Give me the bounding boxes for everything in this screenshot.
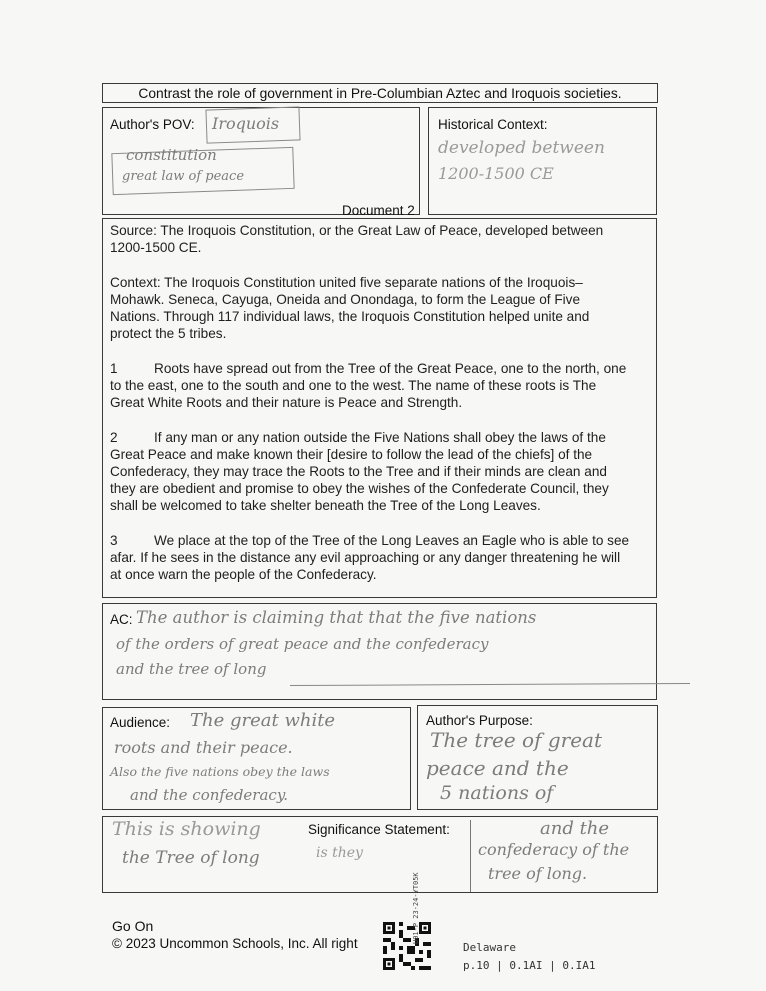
significance-divider (470, 820, 471, 892)
paragraph-number: 3 (110, 533, 118, 548)
significance-handwriting-right-2: confederacy of the (478, 840, 630, 859)
audience-handwriting-line-4: and the confederacy. (130, 786, 289, 804)
historical-handwriting-line-1: developed between (438, 138, 605, 158)
ac-handwriting-line-3: and the tree of long (116, 660, 267, 678)
authors-purpose-label: Author's Purpose: (426, 713, 533, 728)
significance-handwriting-mid: is they (316, 845, 363, 861)
historical-context-label: Historical Context: (438, 117, 548, 132)
paragraph-number: 1 (110, 361, 118, 376)
doc-paragraph-3 (110, 532, 630, 583)
source-text: The Iroquois Constitution, or the Great Law of Peace, developed between 1200-1500 CE. (110, 223, 604, 255)
paragraph-number: 2 (110, 430, 118, 445)
prompt-box (102, 83, 658, 103)
significance-handwriting-left-1: This is showing (112, 818, 261, 840)
audience-handwriting-line-3: Also the five nations obey the laws (110, 764, 330, 779)
copyright-text: © 2023 Uncommon Schools, Inc. All right (112, 936, 358, 951)
pov-handwriting-line-3: great law of peace (122, 169, 245, 184)
go-on-label: Go On (112, 918, 154, 934)
page-info: p.10 | 0.1AI | 0.IA1 (463, 959, 596, 972)
state-label: Delaware (463, 941, 516, 954)
ac-handwriting-line-1: The author is claiming that that the five nations (136, 608, 537, 627)
source-label: Source: (110, 223, 157, 238)
pov-handwriting-line-1: Iroquois (212, 114, 280, 133)
context-paragraph (110, 274, 630, 342)
significance-label: Significance Statement: (308, 822, 450, 837)
doc-paragraph-2 (110, 429, 630, 514)
authors-pov-label: Author's POV: (110, 117, 195, 132)
audience-handwriting-line-1: The great white (190, 710, 336, 731)
context-label: Context: (110, 275, 161, 290)
pov-handwriting-line-2: constitution (126, 146, 217, 164)
paragraph-text: If any man or any nation outside the Five Nations shall obey the laws of the Great Peace and make known their [desire to follow the lead of the chiefs] of the Confederacy, they may trace the Roots to the Tree and if their minds are clean and they are obedient and promise to obey the wishes of the Confederate Council, they shall be welcomed to take shelter beneath the Tree of the Long Leaves. (110, 430, 609, 513)
vertical-id-text: U01-P 23-24-YT05K (412, 872, 420, 944)
qr-code-icon (383, 922, 431, 970)
significance-handwriting-right-3: tree of long. (488, 864, 588, 883)
significance-handwriting-left-2: the Tree of long (122, 848, 260, 868)
purpose-handwriting-line-3: 5 nations of (440, 782, 554, 804)
prompt-title: Contrast the role of government in Pre-Columbian Aztec and Iroquois societies. (138, 86, 622, 101)
purpose-handwriting-line-2: peace and the (426, 756, 569, 780)
paragraph-text: Roots have spread out from the Tree of the Great Peace, one to the north, one to the east, one to the south and one to the west. The name of these roots is The Great White Roots and their nature is Peace and Strength. (110, 361, 627, 410)
ac-label: AC: (110, 612, 133, 627)
source-paragraph (110, 222, 630, 256)
historical-handwriting-line-2: 1200-1500 CE (438, 164, 554, 183)
ac-handwriting-line-2: of the orders of great peace and the confederacy (116, 635, 489, 653)
doc-paragraph-1 (110, 360, 630, 411)
document-label: Document 2 (342, 203, 415, 218)
audience-handwriting-line-2: roots and their peace. (114, 738, 293, 757)
audience-label: Audience: (110, 715, 171, 730)
significance-handwriting-right-1: and the (540, 818, 610, 839)
paragraph-text: We place at the top of the Tree of the Long Leaves an Eagle who is able to see afar. If he sees in the distance any evil approaching or any danger threatening he will at once warn the people of the Confederacy. (110, 533, 630, 582)
context-text: The Iroquois Constitution united five separate nations of the Iroquois– Mohawk. Seneca, Cayuga, Oneida and Onondaga, to form the League of Five Nations. Through 117 individual laws, the Iroquois Constitution helped unite and protect the 5 tribes. (110, 275, 590, 341)
purpose-handwriting-line-1: The tree of great (430, 728, 603, 752)
